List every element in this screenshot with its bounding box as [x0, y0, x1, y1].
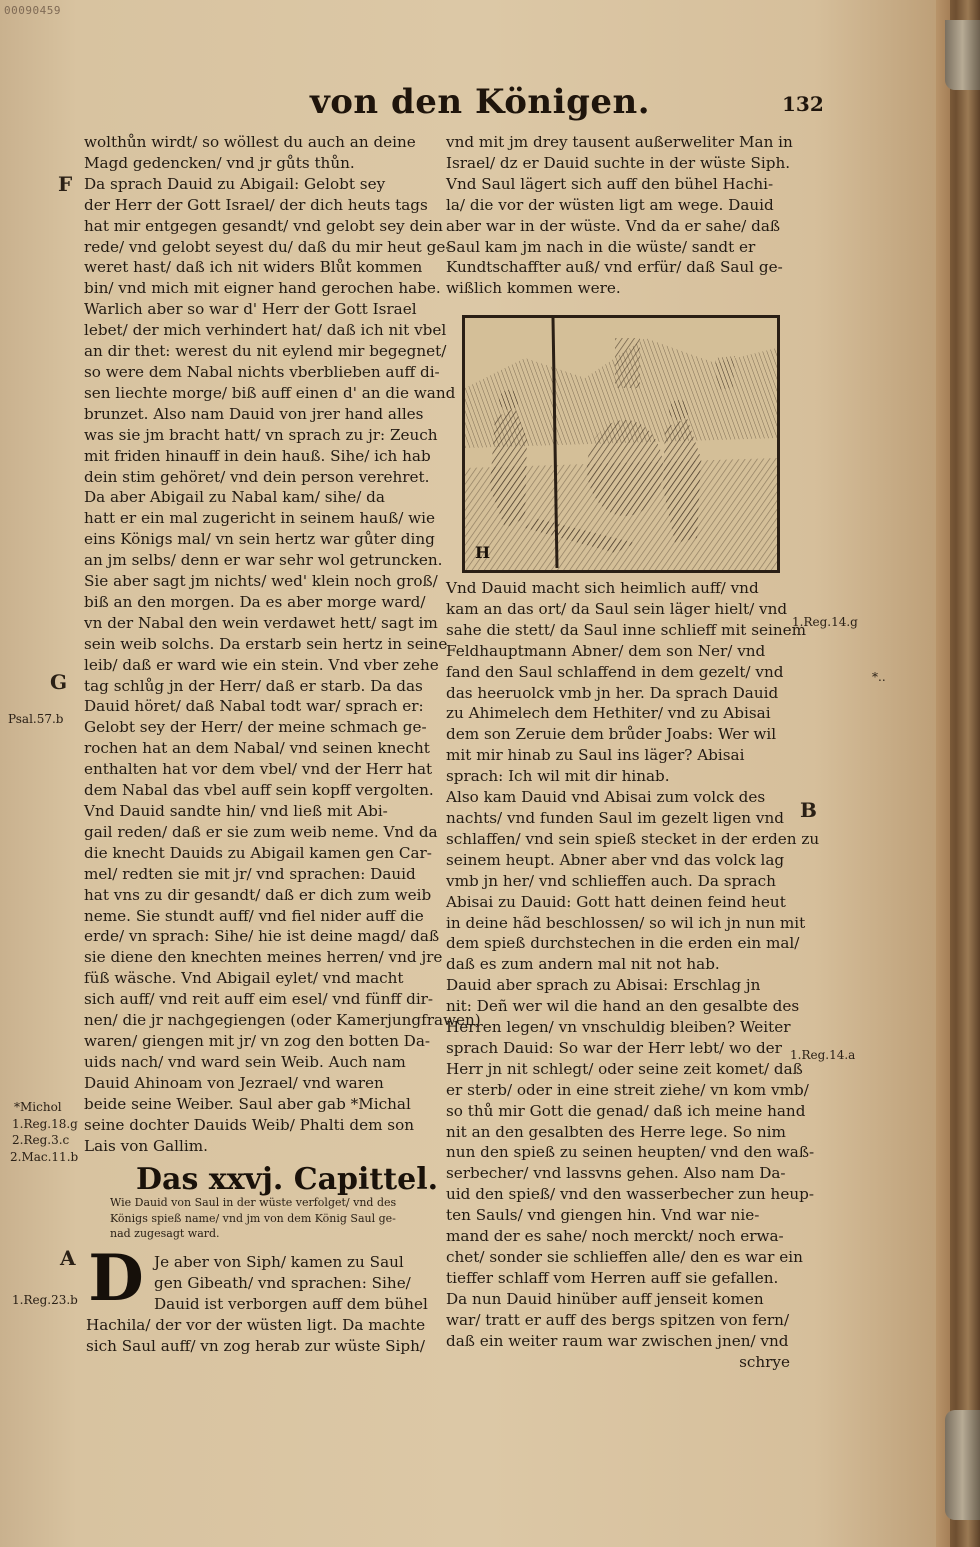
text-line: waren/ giengen mit jr/ vn zog den botten Da-	[84, 1031, 431, 1050]
text-line: schlaffen/ vnd sein spieß stecket in der erden zu	[446, 829, 820, 848]
margin-letter-f: F	[58, 172, 73, 196]
text-line: hat vns zu dir gesandt/ daß er dich zum weib	[84, 885, 432, 904]
right-column-top	[446, 132, 793, 299]
text-line: daß ein weiter raum war zwischen jnen/ vnd	[446, 1331, 789, 1350]
text-line: nen/ die jr nachgegiengen (oder Kamerjungfrawen)	[84, 1011, 481, 1030]
text-line: sahe die stett/ da Saul inne schlieff mit seinem	[446, 620, 807, 639]
text-line: wißlich kommen were.	[446, 279, 621, 298]
text-line: so thů mir Gott die genad/ daß ich meine hand	[446, 1101, 806, 1120]
text-line: Vnd Saul lägert sich auff den bühel Hachi-	[446, 174, 774, 193]
text-line: enthalten hat vor dem vbel/ vnd der Herr hat	[84, 760, 433, 779]
text-line: Hachila/ der vor der wüsten ligt. Da machte	[86, 1315, 426, 1334]
text-line: leib/ daß er ward wie ein stein. Vnd vber zehe	[84, 655, 439, 674]
text-line: Feldhauptmann Abner/ dem son Ner/ vnd	[446, 641, 766, 660]
text-line: Dauid aber sprach zu Abisai: Erschlag jn	[446, 976, 761, 995]
text-line: Abisai zu Dauid: Gott hatt deinen feind heut	[446, 892, 786, 911]
text-line: Magd gedencken/ vnd jr gůts thůn.	[84, 153, 355, 172]
text-line: vn der Nabal den wein verdawet hett/ sagt im	[84, 613, 438, 632]
text-line: kam an das ort/ da Saul sein läger hielt/ vnd	[446, 599, 788, 618]
text-line: hat mir entgegen gesandt/ vnd gelobt sey dein	[84, 216, 443, 235]
text-line: mit mir hinab zu Saul ins läger? Abisai	[446, 746, 745, 765]
text-line: seine dochter Dauids Weib/ Phalti dem son	[84, 1115, 415, 1134]
text-line: Da aber Abigail zu Nabal kam/ sihe/ da	[84, 488, 385, 507]
text-line: vnd mit jm drey tausent außerweliter Man in	[446, 133, 793, 151]
text-line: dem son Zeruie dem brůder Joabs: Wer wil	[446, 725, 777, 744]
text-line: mel/ redten sie mit jr/ vnd sprachen: Dauid	[84, 864, 416, 883]
chapter-heading: Das xxvj. Capittel.	[136, 1162, 439, 1197]
binding-strip	[936, 0, 950, 1547]
text-line: seinem heupt. Abner aber vnd das volck lag	[446, 850, 785, 869]
text-line: sen liechte morge/ biß auff einen d' an die wand	[84, 383, 456, 402]
margin-letter-a: A	[60, 1246, 76, 1270]
text-line: so were dem Nabal nichts vberblieben auff di-	[84, 362, 440, 381]
margin-ref-psal: Psal.57.b	[8, 712, 64, 726]
text-line: sprach Dauid: So war der Herr lebt/ wo der	[446, 1038, 782, 1057]
text-line: gail reden/ daß er sie zum weib neme. Vnd da	[84, 822, 438, 841]
text-line: bin/ vnd mich mit eigner hand gerochen habe.	[84, 279, 441, 298]
margin-ref-reg3: 2.Reg.3.c	[12, 1133, 70, 1147]
text-line: Kundtschaffter auß/ vnd erfür/ daß Saul ge-	[446, 258, 783, 277]
text-line: nachts/ vnd funden Saul im gezelt ligen vnd	[446, 808, 784, 827]
text-line: la/ die vor der wüsten ligt am wege. Dauid	[446, 195, 774, 214]
text-line: erde/ vn sprach: Sihe/ hie ist deine magd/ daß	[84, 927, 440, 946]
woodcut-scene	[465, 318, 777, 570]
chapter-summary	[110, 1195, 430, 1242]
catchword: schrye	[739, 1352, 790, 1371]
margin-ref-reg14a: 1.Reg.14.a	[790, 1048, 856, 1062]
text-line: wolthůn wirdt/ so wöllest du auch an deine	[84, 133, 416, 151]
text-line: rede/ vnd gelobt seyest du/ daß du mir heut ge-	[84, 237, 451, 256]
margin-letter-b: B	[800, 798, 817, 822]
text-line: biß an den morgen. Da es aber morge ward/	[84, 592, 426, 611]
text-line: der Herr der Gott Israel/ der dich heuts tags	[84, 195, 428, 214]
text-line: Also kam Dauid vnd Abisai zum volck des	[446, 788, 766, 807]
text-line: sein weib solchs. Da erstarb sein hertz in seine	[84, 634, 448, 653]
text-line: vmb jn her/ vnd schlieffen auch. Da sprach	[446, 871, 776, 890]
margin-mark: *..	[872, 670, 886, 684]
text-line: mit friden hinauff in dein hauß. Sihe/ ich hab	[84, 446, 431, 465]
text-line: dem spieß durchstechen in die erden ein mal/	[446, 934, 800, 953]
drop-initial: D	[88, 1241, 144, 1316]
text-line: Herren legen/ vn vnschuldig bleiben? Weiter	[446, 1018, 791, 1037]
archive-number: 00090459	[4, 4, 61, 17]
text-line: mand der es sahe/ noch merckt/ noch erwa-	[446, 1227, 784, 1246]
text-line: was sie jm bracht hatt/ vn sprach zu jr: Zeuch	[84, 425, 438, 444]
margin-ref-michol: *Michol	[14, 1100, 62, 1114]
text-line: Sie aber sagt jm nichts/ wed' klein noch groß/	[84, 572, 438, 591]
woodcut-monogram: H	[475, 543, 491, 562]
text-line: an dir thet: werest du nit eylend mir begegnet/	[84, 342, 447, 361]
running-head: von den Königen.	[310, 82, 651, 122]
text-line: Warlich aber so war d' Herr der Gott Israel	[84, 300, 417, 319]
text-line: Saul kam jm nach in die wüste/ sandt er	[446, 237, 756, 256]
left-column	[84, 132, 481, 1156]
text-line: sich auff/ vnd reit auff eim esel/ vnd fünff dir-	[84, 990, 434, 1009]
text-line: die knecht Dauids zu Abigail kamen gen Car-	[84, 843, 432, 862]
text-line: an jm selbs/ denn er war sehr wol getruncken.	[84, 551, 443, 570]
text-line: aber war in der wüste. Vnd da er sahe/ daß	[446, 216, 781, 235]
margin-ref-mac11: 2.Mac.11.b	[10, 1150, 79, 1164]
clasp-top	[945, 20, 980, 90]
text-line: Vnd Dauid sandte hin/ vnd ließ mit Abi-	[84, 802, 388, 820]
text-line: Da sprach Dauid zu Abigail: Gelobt sey	[84, 174, 386, 193]
summary-line: Königs spieß name/ vnd jm von dem König Saul ge-	[110, 1211, 396, 1225]
text-line: Je aber von Siph/ kamen zu Saul	[154, 1253, 404, 1271]
text-line: nit an den gesalbten des Herre lege. So nim	[446, 1122, 786, 1141]
woodcut-illustration	[462, 315, 780, 573]
folio-number: 132	[782, 92, 824, 116]
text-line: nit: Deñ wer wil die hand an den gesalbte des	[446, 997, 800, 1016]
text-line: Dauid höret/ daß Nabal todt war/ sprach er:	[84, 697, 424, 716]
text-line: Dauid ist verborgen auff dem bühel	[154, 1294, 428, 1313]
text-line: Herr jn nit schlegt/ oder seine zeit komet/ daß	[446, 1059, 803, 1078]
text-line: tieffer schlaff vom Herren auff sie gefallen.	[446, 1268, 779, 1287]
text-line: weret hast/ daß ich nit widers Blůt kommen	[84, 258, 423, 277]
text-line: beide seine Weiber. Saul aber gab *Michal	[84, 1094, 411, 1113]
summary-line: Wie Dauid von Saul in der wüste verfolget/ vnd des	[110, 1196, 397, 1209]
text-line: lebet/ der mich verhindert hat/ daß ich nit vbel	[84, 321, 447, 340]
right-column-bottom	[446, 578, 820, 1372]
text-line: serbecher/ vnd lassvns gehen. Also nam Da-	[446, 1164, 786, 1183]
text-line: daß es zum andern mal nit not hab.	[446, 955, 720, 974]
text-line: Lais von Gallim.	[84, 1136, 208, 1155]
text-line: füß wäsche. Vnd Abigail eylet/ vnd macht	[84, 969, 404, 988]
margin-ref-reg18: 1.Reg.18.g	[12, 1117, 78, 1131]
text-line: ten Sauls/ vnd giengen hin. Vnd war nie-	[446, 1206, 760, 1225]
text-line: neme. Sie stundt auff/ vnd fiel nider auff die	[84, 906, 424, 925]
text-line: nun den spieß zu seinen heupten/ vnd den waß-	[446, 1143, 815, 1162]
margin-ref-reg23: 1.Reg.23.b	[12, 1293, 78, 1307]
text-line: in deine hãd beschlossen/ so wil ich jn nun mit	[446, 913, 806, 932]
text-line: eins Königs mal/ vn sein hertz war gůter ding	[84, 530, 435, 549]
text-line: rochen hat an dem Nabal/ vnd seinen knecht	[84, 739, 430, 758]
text-line: dem Nabal das vbel auff sein kopff vergolten.	[84, 781, 434, 800]
margin-ref-reg14g: 1.Reg.14.g	[792, 615, 858, 629]
text-line: Dauid Ahinoam von Jezrael/ vnd waren	[84, 1073, 384, 1092]
text-line: brunzet. Also nam Dauid von jrer hand alles	[84, 404, 424, 423]
text-line: uid den spieß/ vnd den wasserbecher zun heup-	[446, 1185, 814, 1204]
text-line: er sterb/ oder in eine streit ziehe/ vn kom vmb/	[446, 1080, 809, 1099]
text-line: war/ tratt er auff des bergs spitzen von fern/	[446, 1310, 790, 1329]
chapter-opening-text	[86, 1252, 436, 1357]
margin-letter-g: G	[50, 670, 68, 694]
text-line: Israel/ dz er Dauid suchte in der wüste Siph.	[446, 153, 791, 172]
text-line: hatt er ein mal zugericht in seinem hauß/ wie	[84, 509, 436, 528]
summary-line: nad zugesagt ward.	[110, 1227, 220, 1240]
text-line: tag schlůg jn der Herr/ daß er starb. Da das	[84, 676, 423, 695]
text-line: das heeruolck vmb jn her. Da sprach Dauid	[446, 683, 779, 702]
text-line: Da nun Dauid hinüber auff jenseit komen	[446, 1289, 764, 1308]
text-line: zu Ahimelech dem Hethiter/ vnd zu Abisai	[446, 704, 771, 723]
text-line: sich Saul auff/ vn zog herab zur wüste Siph/	[86, 1336, 426, 1355]
text-line: sprach: Ich wil mit dir hinab.	[446, 767, 670, 786]
text-line: gen Gibeath/ vnd sprachen: Sihe/	[154, 1273, 411, 1292]
text-line: chet/ sonder sie schlieffen alle/ den es war ein	[446, 1248, 803, 1266]
text-line: uids nach/ vnd ward sein Weib. Auch nam	[84, 1052, 406, 1071]
text-line: Gelobt sey der Herr/ der meine schmach ge-	[84, 718, 427, 737]
text-line: fand den Saul schlaffend in dem gezelt/ vnd	[446, 662, 784, 681]
text-line: sie diene den knechten meines herren/ vnd jre	[84, 948, 443, 967]
text-line: dein stim gehöret/ vnd dein person verehret.	[84, 467, 430, 486]
text-line: Vnd Dauid macht sich heimlich auff/ vnd	[446, 579, 759, 597]
clasp-bottom	[945, 1410, 980, 1520]
